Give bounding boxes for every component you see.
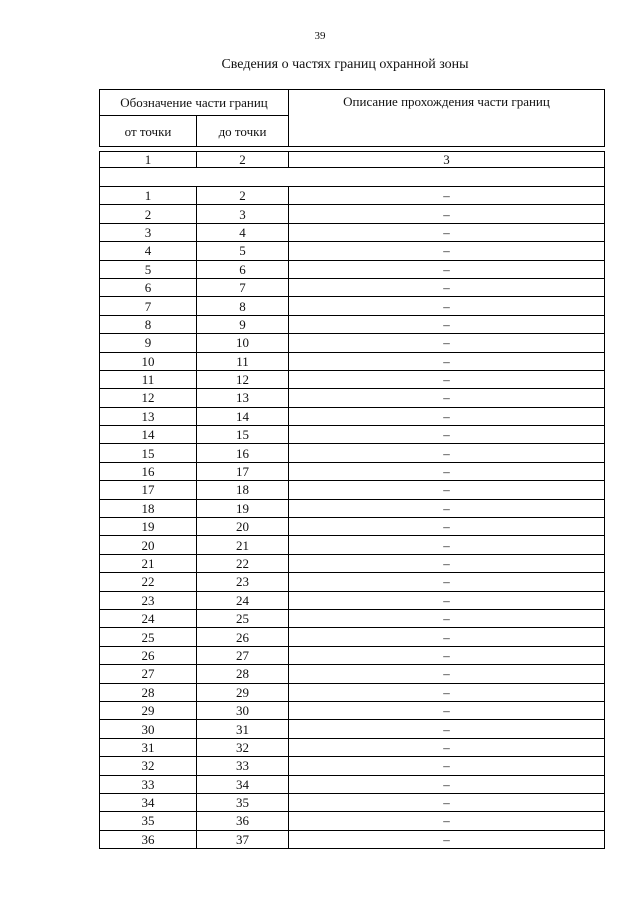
- description-cell: –: [289, 352, 605, 370]
- from-point-cell: 23: [100, 591, 197, 609]
- to-point-cell: 3: [197, 205, 289, 223]
- from-point-cell: 36: [100, 830, 197, 848]
- description-cell: –: [289, 720, 605, 738]
- table-row: [100, 775, 605, 793]
- to-point-cell: 5: [197, 242, 289, 260]
- page-number: 39: [314, 30, 326, 42]
- header-to-cell: до точки: [197, 116, 289, 147]
- table-row: [100, 223, 605, 241]
- from-point-cell: 9: [100, 334, 197, 352]
- table-row: [100, 297, 605, 315]
- from-point-cell: 27: [100, 665, 197, 683]
- from-point-cell: 31: [100, 738, 197, 756]
- to-point-cell: 29: [197, 683, 289, 701]
- to-point-cell: 13: [197, 389, 289, 407]
- to-point-cell: 15: [197, 426, 289, 444]
- to-point-cell: 35: [197, 793, 289, 811]
- table-row: [100, 738, 605, 756]
- from-point-cell: 10: [100, 352, 197, 370]
- from-point-cell: 6: [100, 278, 197, 296]
- from-point-cell: 35: [100, 812, 197, 830]
- description-cell: –: [289, 812, 605, 830]
- description-cell: –: [289, 187, 605, 205]
- table-row: [100, 242, 605, 260]
- to-point-cell: 24: [197, 591, 289, 609]
- from-point-cell: 17: [100, 481, 197, 499]
- description-cell: –: [289, 554, 605, 572]
- from-point-cell: 12: [100, 389, 197, 407]
- table-row: [100, 407, 605, 425]
- table-row: [100, 757, 605, 775]
- from-point-cell: 3: [100, 223, 197, 241]
- from-point-cell: 2: [100, 205, 197, 223]
- description-cell: –: [289, 297, 605, 315]
- from-point-cell: 29: [100, 701, 197, 719]
- to-point-cell: 18: [197, 481, 289, 499]
- to-point-cell: 22: [197, 554, 289, 572]
- table-row: [100, 389, 605, 407]
- table-row: [100, 444, 605, 462]
- description-cell: –: [289, 701, 605, 719]
- to-point-cell: 27: [197, 646, 289, 664]
- from-point-cell: 15: [100, 444, 197, 462]
- from-point-cell: 11: [100, 370, 197, 388]
- table-row: [100, 628, 605, 646]
- description-cell: –: [289, 444, 605, 462]
- boundary-table: [99, 89, 605, 849]
- to-point-cell: 31: [197, 720, 289, 738]
- from-point-cell: 8: [100, 315, 197, 333]
- to-point-cell: 17: [197, 462, 289, 480]
- to-point-cell: 9: [197, 315, 289, 333]
- table-row: [100, 499, 605, 517]
- to-point-cell: 34: [197, 775, 289, 793]
- from-point-cell: 19: [100, 518, 197, 536]
- from-point-cell: 24: [100, 609, 197, 627]
- description-cell: –: [289, 462, 605, 480]
- to-point-cell: 28: [197, 665, 289, 683]
- from-point-cell: 34: [100, 793, 197, 811]
- from-point-cell: 5: [100, 260, 197, 278]
- table-row: [100, 481, 605, 499]
- header-group-cell: Обозначение части границ: [100, 90, 289, 116]
- from-point-cell: 30: [100, 720, 197, 738]
- table-row: [100, 812, 605, 830]
- from-point-cell: 16: [100, 462, 197, 480]
- header-from-cell: от точки: [100, 116, 197, 147]
- blank-row: [100, 168, 605, 187]
- column-number-cell: 2: [197, 152, 289, 168]
- from-point-cell: 26: [100, 646, 197, 664]
- table-row: [100, 462, 605, 480]
- from-point-cell: 20: [100, 536, 197, 554]
- description-cell: –: [289, 370, 605, 388]
- from-point-cell: 32: [100, 757, 197, 775]
- table-row: [100, 573, 605, 591]
- to-point-cell: 4: [197, 223, 289, 241]
- description-cell: –: [289, 573, 605, 591]
- to-point-cell: 32: [197, 738, 289, 756]
- description-cell: –: [289, 426, 605, 444]
- from-point-cell: 7: [100, 297, 197, 315]
- to-point-cell: 14: [197, 407, 289, 425]
- to-point-cell: 26: [197, 628, 289, 646]
- to-point-cell: 6: [197, 260, 289, 278]
- description-cell: –: [289, 334, 605, 352]
- description-cell: –: [289, 609, 605, 627]
- to-point-cell: 10: [197, 334, 289, 352]
- from-point-cell: 4: [100, 242, 197, 260]
- table-row: [100, 205, 605, 223]
- from-point-cell: 25: [100, 628, 197, 646]
- from-point-cell: 14: [100, 426, 197, 444]
- description-cell: –: [289, 278, 605, 296]
- from-point-cell: 22: [100, 573, 197, 591]
- description-cell: –: [289, 665, 605, 683]
- to-point-cell: 7: [197, 278, 289, 296]
- description-cell: –: [289, 315, 605, 333]
- table-row: [100, 830, 605, 848]
- column-number-cell: 1: [100, 152, 197, 168]
- to-point-cell: 2: [197, 187, 289, 205]
- description-cell: –: [289, 591, 605, 609]
- to-point-cell: 37: [197, 830, 289, 848]
- from-point-cell: 18: [100, 499, 197, 517]
- description-cell: –: [289, 518, 605, 536]
- description-cell: –: [289, 242, 605, 260]
- table-row: [100, 554, 605, 572]
- column-number-row: [100, 152, 605, 168]
- table-row: [100, 665, 605, 683]
- from-point-cell: 21: [100, 554, 197, 572]
- to-point-cell: 20: [197, 518, 289, 536]
- table-row: [100, 536, 605, 554]
- table-row: [100, 720, 605, 738]
- table-header-row: [100, 90, 605, 116]
- table-row: [100, 609, 605, 627]
- to-point-cell: 23: [197, 573, 289, 591]
- table-row: [100, 315, 605, 333]
- page-title: Сведения о частях границ охранной зоны: [221, 57, 469, 72]
- table-row: [100, 518, 605, 536]
- table-row: [100, 352, 605, 370]
- to-point-cell: 33: [197, 757, 289, 775]
- description-cell: –: [289, 775, 605, 793]
- from-point-cell: 1: [100, 187, 197, 205]
- to-point-cell: 30: [197, 701, 289, 719]
- description-cell: –: [289, 830, 605, 848]
- to-point-cell: 36: [197, 812, 289, 830]
- to-point-cell: 8: [197, 297, 289, 315]
- table-row: [100, 187, 605, 205]
- description-cell: –: [289, 389, 605, 407]
- table-row: [100, 426, 605, 444]
- description-cell: –: [289, 646, 605, 664]
- description-cell: –: [289, 223, 605, 241]
- table-row: [100, 701, 605, 719]
- header-description-cell: Описание прохождения части границ: [289, 90, 605, 147]
- description-cell: –: [289, 757, 605, 775]
- description-cell: –: [289, 738, 605, 756]
- description-cell: –: [289, 481, 605, 499]
- table-row: [100, 334, 605, 352]
- table-row: [100, 683, 605, 701]
- description-cell: –: [289, 536, 605, 554]
- table-row: [100, 793, 605, 811]
- to-point-cell: 11: [197, 352, 289, 370]
- description-cell: –: [289, 628, 605, 646]
- table-row: [100, 260, 605, 278]
- description-cell: –: [289, 683, 605, 701]
- description-cell: –: [289, 499, 605, 517]
- description-cell: –: [289, 407, 605, 425]
- to-point-cell: 21: [197, 536, 289, 554]
- to-point-cell: 25: [197, 609, 289, 627]
- description-cell: –: [289, 205, 605, 223]
- to-point-cell: 12: [197, 370, 289, 388]
- description-cell: –: [289, 260, 605, 278]
- from-point-cell: 33: [100, 775, 197, 793]
- to-point-cell: 19: [197, 499, 289, 517]
- from-point-cell: 28: [100, 683, 197, 701]
- table-row: [100, 646, 605, 664]
- description-cell: –: [289, 793, 605, 811]
- table-row: [100, 591, 605, 609]
- column-number-cell: 3: [289, 152, 605, 168]
- to-point-cell: 16: [197, 444, 289, 462]
- from-point-cell: 13: [100, 407, 197, 425]
- table-row: [100, 278, 605, 296]
- table-row: [100, 370, 605, 388]
